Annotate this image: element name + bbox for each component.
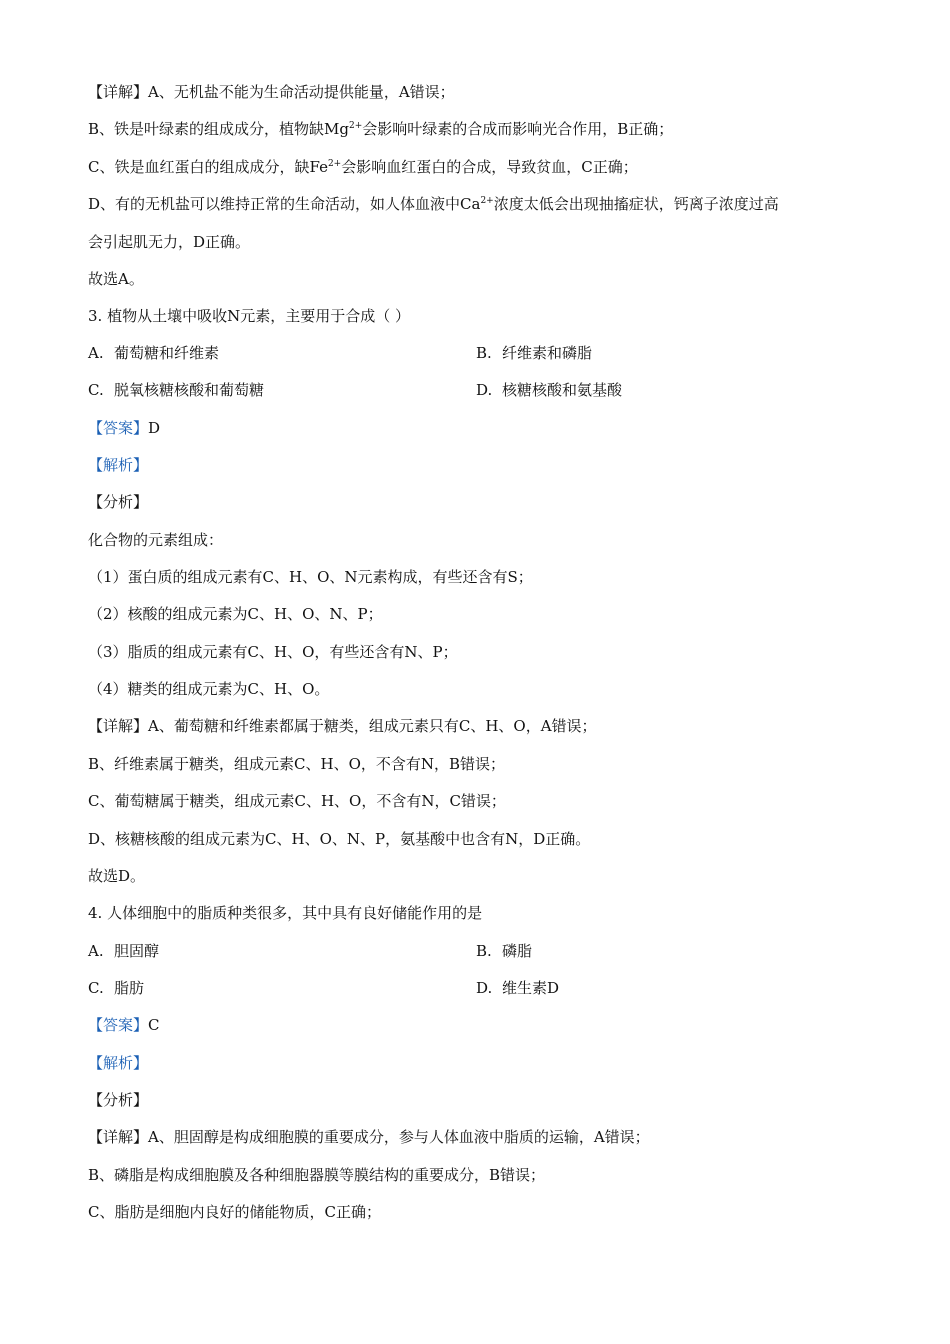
detail-prev-choose: 故选A。 [88,270,144,288]
q4-detail-c: C、脂肪是细胞内良好的储能物质，C正确； [88,1203,381,1221]
q4-analysis-label: 【解析】 [88,1054,149,1072]
detail-label: 【详解】 [88,83,149,101]
q3-detail-c: C、葡萄糖属于糖类，组成元素C、H、O，不含有N，C错误； [88,792,506,810]
q4-stem: 4. 人体细胞中的脂质种类很多，其中具有良好储能作用的是 [88,904,483,922]
detail-prev-d-line2: 会引起肌无力，D正确。 [88,233,251,251]
q3-answer [88,418,863,438]
q3-fenxi-label: 【分析】 [88,493,149,511]
q3-detail-choose: 故选D。 [88,867,146,885]
q3-fenxi-line-4: （4）糖类的组成元素为C、H、O。 [88,680,330,698]
q3-options-row-2 [88,380,863,400]
q4-options-row-1 [88,941,863,961]
q3-fenxi-line-0: 化合物的元素组成： [88,531,224,549]
detail-prev-d: D、有的无机盐可以维持正常的生命活动，如人体血液中$Ca^{2+}$浓度太低会出现抽搐症状，钙离子浓度过高 [88,195,779,213]
q4-answer [88,1015,863,1035]
q3-option-d: D. 核糖核酸和氨基酸 [476,381,623,399]
q3-answer-value: D [148,419,161,437]
detail-prev-b: B、铁是叶绿素的组成成分，植物缺$Mg^{2+}$会影响叶绿素的合成而影响光合作用，B正确； [88,120,674,138]
q3-fenxi-line-1: （1）蛋白质的组成元素有C、H、O、N元素构成，有些还含有S； [88,568,533,586]
q3-stem: 3. 植物从土壤中吸收N元素，主要用于合成（ ） [88,307,410,325]
q4-option-c: C. 脂肪 [88,979,145,997]
q3-option-a: A. 葡萄糖和纤维素 [88,344,220,362]
q3-detail-a: 【详解】A、葡萄糖和纤维素都属于糖类，组成元素只有C、H、O，A错误； [88,717,597,735]
q3-option-b: B. 纤维素和磷脂 [476,344,593,362]
q3-option-c: C. 脱氧核糖核酸和葡萄糖 [88,381,265,399]
q4-option-b: B. 磷脂 [476,942,533,960]
q4-answer-label: 【答案】 [88,1016,149,1034]
q4-option-d: D. 维生素D [476,979,560,997]
detail-prev-c: C、铁是血红蛋白的组成成分，缺$Fe^{2+}$会影响血红蛋白的合成，导致贫血，C正确； [88,158,638,176]
q3-detail-label: 【详解】 [88,717,149,735]
q3-fenxi-line-3: （3）脂质的组成元素有C、H、O，有些还含有N、P； [88,643,458,661]
q3-options-row-1 [88,343,863,363]
q3-fenxi-line-2: （2）核酸的组成元素为C、H、O、N、P； [88,605,383,623]
q4-detail-label: 【详解】 [88,1128,149,1146]
q4-detail-a: 【详解】A、胆固醇是构成细胞膜的重要成分，参与人体血液中脂质的运输，A错误； [88,1128,650,1146]
q4-options-row-2 [88,978,863,998]
q4-option-a: A. 胆固醇 [88,942,160,960]
q3-detail-b: B、纤维素属于糖类，组成元素C、H、O，不含有N，B错误； [88,755,506,773]
q4-fenxi-label: 【分析】 [88,1091,149,1109]
detail-prev-a: 【详解】A、无机盐不能为生命活动提供能量，A错误； [88,83,455,101]
q4-detail-b: B、磷脂是构成细胞膜及各种细胞器膜等膜结构的重要成分，B错误； [88,1166,546,1184]
q3-answer-label: 【答案】 [88,419,149,437]
q4-answer-value: C [148,1016,160,1034]
q3-detail-d: D、核糖核酸的组成元素为C、H、O、N、P，氨基酸中也含有N，D正确。 [88,830,591,848]
q3-analysis-label: 【解析】 [88,456,149,474]
